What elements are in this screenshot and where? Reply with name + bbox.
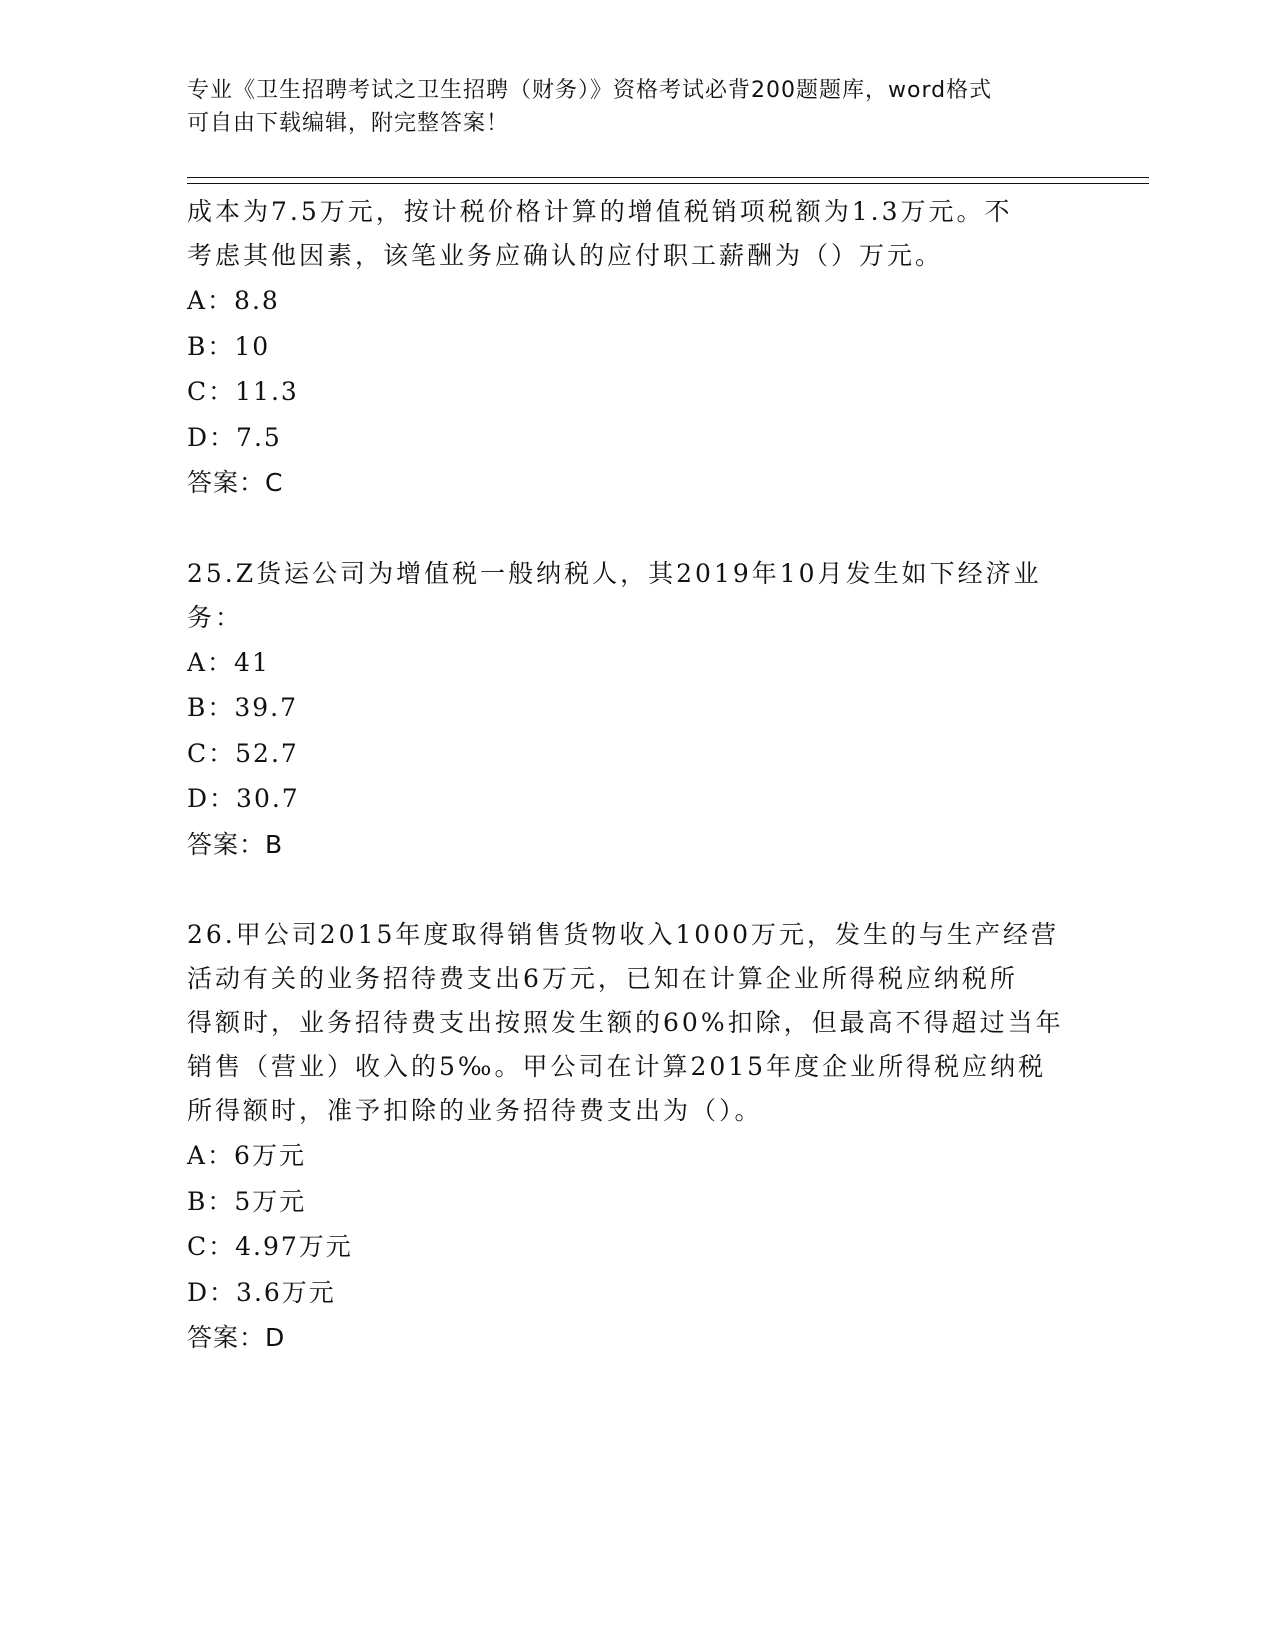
option-b: B：5万元 <box>187 1186 307 1216</box>
header-divider-top <box>187 177 1149 178</box>
question-stem-line: 务： <box>187 602 244 632</box>
question-stem-line: 成本为7.5万元，按计税价格计算的增值税销项税额为1.3万元。不 <box>187 197 1013 226</box>
header-title-line-2: 可自由下载编辑，附完整答案！ <box>187 111 510 136</box>
question-stem-line: 销售（营业）收入的5‰。甲公司在计算2015年度企业所得税应纳税 <box>187 1052 1047 1081</box>
question-stem-line: 26.甲公司2015年度取得销售货物收入1000万元，发生的与生产经营 <box>187 920 1060 949</box>
question-stem-line: 25.Z货运公司为增值税一般纳税人，其2019年10月发生如下经济业 <box>187 558 1042 588</box>
option-d: D：7.5 <box>187 422 282 452</box>
answer-line: 答案：D <box>187 1323 286 1352</box>
option-c: C：52.7 <box>187 738 299 768</box>
question-stem-line: 所得额时，准予扣除的业务招待费支出为（）。 <box>187 1096 763 1125</box>
option-a: A：6万元 <box>187 1141 306 1170</box>
option-c: C：11.3 <box>187 377 299 406</box>
option-a: A：41 <box>187 647 270 677</box>
option-d: D：3.6万元 <box>187 1277 336 1307</box>
answer-line: 答案：C <box>187 468 284 497</box>
question-stem-line: 考虑其他因素，该笔业务应确认的应付职工薪酬为（）万元。 <box>187 241 944 270</box>
option-a: A：8.8 <box>187 286 280 315</box>
option-d: D：30.7 <box>187 784 300 813</box>
header-title-line-1: 专业《卫生招聘考试之卫生招聘（财务）》资格考试必背200题题库，word格式 <box>187 78 993 103</box>
question-item <box>187 190 1087 506</box>
option-b: B：39.7 <box>187 693 299 722</box>
question-item <box>187 913 1087 1361</box>
answer-line: 答案：B <box>187 829 284 859</box>
question-list <box>187 190 1087 1361</box>
option-c: C：4.97万元 <box>187 1232 353 1261</box>
header-divider-bottom <box>187 183 1149 184</box>
question-stem-line: 得额时，业务招待费支出按照发生额的60%扣除，但最高不得超过当年 <box>187 1008 1064 1037</box>
question-stem-line: 活动有关的业务招待费支出6万元，已知在计算企业所得税应纳税所 <box>187 964 1018 993</box>
option-b: B：10 <box>187 331 271 361</box>
document-header <box>187 74 1067 140</box>
question-item <box>187 552 1087 868</box>
